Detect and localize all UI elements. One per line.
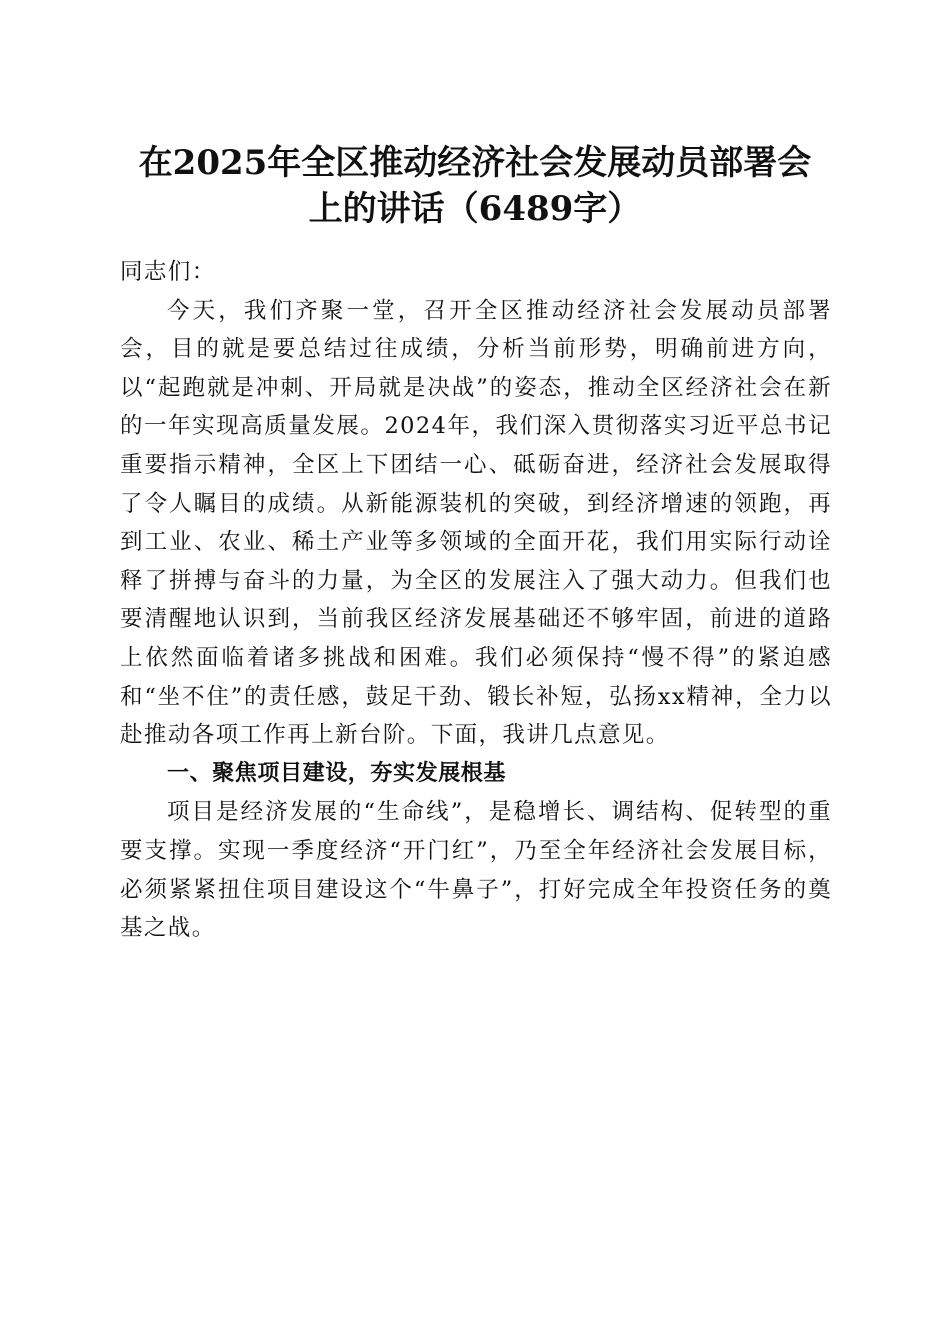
section-1-paragraph: 项目是经济发展的“生命线”，是稳增长、调结构、促转型的重要支撑。实现一季度经济“开门红”，乃至全年经济社会发展目标，必须紧紧扭住项目建设这个“牛鼻子”，打好完成全年投资任务的奠基之战。 [120,799,832,942]
title-line-1: 在2025年全区推动经济社会发展动员部署会 [138,143,812,183]
opening-paragraph: 今天，我们齐聚一堂，召开全区推动经济社会发展动员部署会，目的就是要总结过往成绩，分析当前形势，明确前进方向，以“起跑就是冲刺、开局就是决战”的姿态，推动全区经济社会在新的一年实现高质量发展。2024年，我们深入贯彻落实习近平总书记重要指示精神，全区上下团结一心、砥砺奋进，经济社会发展取得了令人瞩目的成绩。从新能源装机的突破，到经济增速的领跑，再到工业、农业、稀土产业等多领域的全面开花，我们用实际行动诠释了拼搏与奋斗的力量，为全区的发展注入了强大动力。但我们也要清醒地认识到，当前我区经济发展基础还不够牢固，前进的道路上依然面临着诸多挑战和困难。我们必须保持“慢不得”的紧迫感和“坐不住”的责任感，鼓足干劲、锻长补短，弘扬xx精神，全力以赴推动各项工作再上新台阶。下面，我讲几点意见。 [120,297,832,749]
document-body [120,253,832,948]
salutation: 同志们： [120,259,216,285]
section-heading-1: 一、聚焦项目建设，夯实发展根基 [167,760,507,786]
document-title [100,140,850,232]
title-line-2: 上的讲话（6489字） [308,189,642,229]
